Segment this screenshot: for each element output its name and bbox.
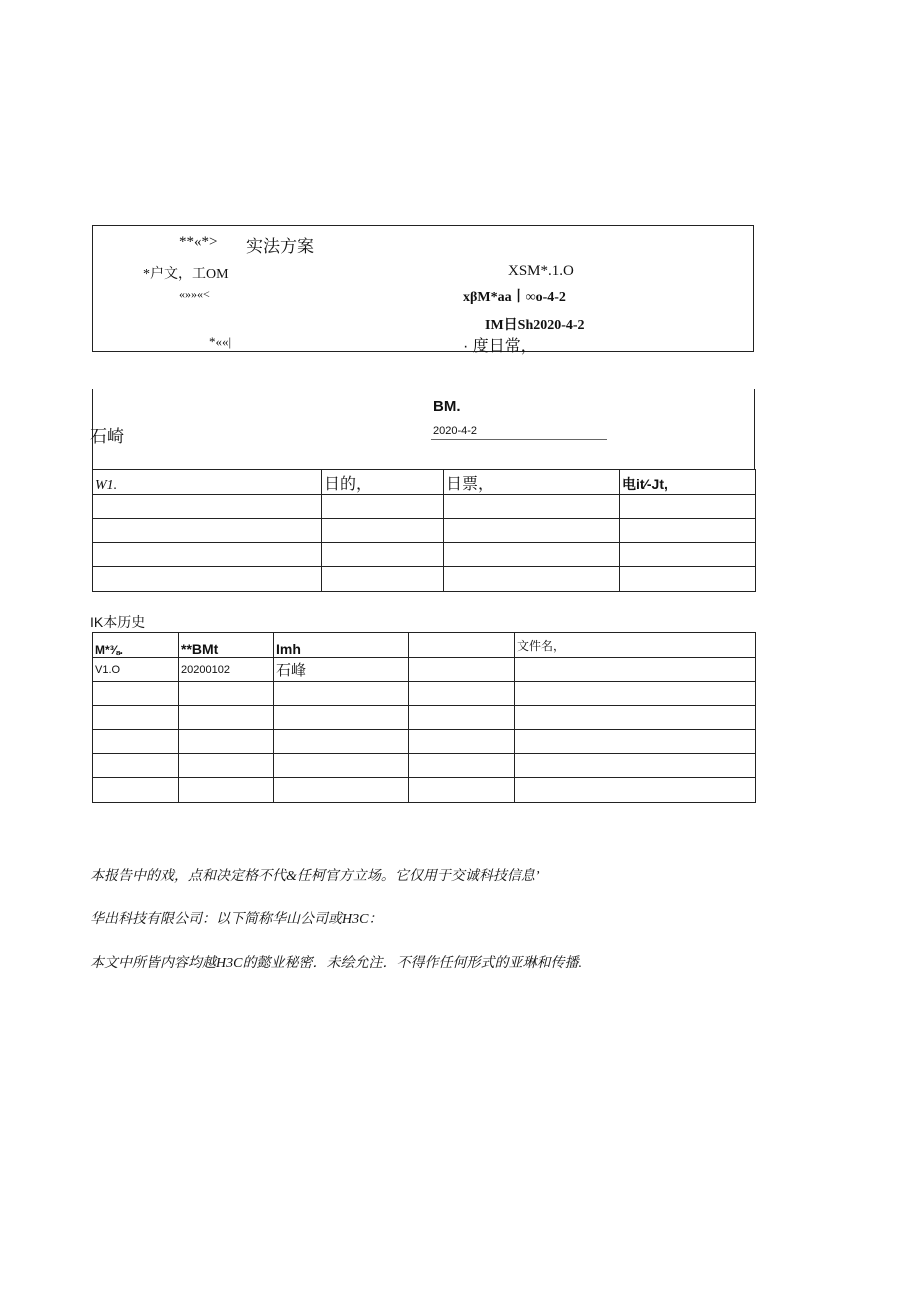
- table-cell: [179, 682, 274, 706]
- date-cell: 20200102: [179, 658, 274, 682]
- table-row: [93, 519, 756, 543]
- table-cell: [620, 567, 756, 592]
- info-row2-label: *户文，工OM: [143, 267, 229, 282]
- table-cell: [409, 778, 515, 803]
- history-header-cell: Imh: [274, 633, 409, 658]
- table-cell: [515, 682, 756, 706]
- info-row5-label: *««|: [209, 334, 232, 349]
- date-field: xβM*aa丨∞o-4-2: [463, 290, 566, 305]
- table-cell: [274, 682, 409, 706]
- approver-label: BM.: [433, 398, 461, 415]
- table-row: [93, 495, 756, 519]
- document-title: 实法方案: [246, 237, 314, 256]
- approval-date-field: IM日Sh2020-4-2: [485, 318, 585, 333]
- table-row: [93, 682, 756, 706]
- table-cell: [93, 778, 179, 803]
- table-cell: [322, 567, 444, 592]
- table-cell: [322, 519, 444, 543]
- title-label: **«*>: [179, 234, 218, 250]
- approval-table: [92, 469, 756, 592]
- table-row: [93, 778, 756, 803]
- table-cell: [409, 706, 515, 730]
- table-cell: [409, 682, 515, 706]
- table-cell: [620, 519, 756, 543]
- table-cell: [515, 730, 756, 754]
- document-info-box: [92, 225, 754, 355]
- history-title: IK本历史: [90, 614, 146, 630]
- table-cell: [93, 682, 179, 706]
- table-cell: [93, 495, 322, 519]
- table-cell: [274, 706, 409, 730]
- history-header-cell: [409, 633, 515, 658]
- table-row: [93, 567, 756, 592]
- table-cell: [93, 519, 322, 543]
- table-cell: [179, 754, 274, 778]
- history-header-cell: 文件名，: [515, 633, 756, 658]
- level-field: · 度日常，: [463, 338, 537, 355]
- table-cell: [322, 543, 444, 567]
- history-header-cell: M*⅜.: [93, 633, 179, 658]
- approval-date: 2020-4-2: [433, 425, 478, 437]
- approval-header-cell: W1.: [93, 470, 322, 495]
- table-cell: [620, 495, 756, 519]
- version-cell: V1.O: [93, 658, 179, 682]
- table-row: [93, 658, 756, 682]
- table-cell: [322, 495, 444, 519]
- table-cell: [515, 658, 756, 682]
- right-border: [754, 389, 755, 469]
- approval-header-cell: 日的，: [322, 470, 444, 495]
- table-cell: [93, 754, 179, 778]
- table-cell: [274, 730, 409, 754]
- table-cell: [409, 730, 515, 754]
- table-cell: [274, 754, 409, 778]
- history-header-cell: **BMt: [179, 633, 274, 658]
- table-cell: [179, 730, 274, 754]
- disclaimer-line-3: 本文中所皆内容均越H3C的懿业秘密．未绘允注．不得作任何形式的亚琳和传播.: [90, 956, 582, 971]
- table-row: [93, 706, 756, 730]
- table-cell: [93, 730, 179, 754]
- table-cell: [444, 519, 620, 543]
- table-cell: [409, 658, 515, 682]
- table-cell: [515, 778, 756, 803]
- approval-header-cell: 日票，: [444, 470, 620, 495]
- table-cell: [274, 778, 409, 803]
- disclaimer-line-1: 本报告中的戏，点和决定格不代&任柯官方立场。它仅用于交诚科技信息’: [90, 869, 540, 884]
- approval-header-cell: 电it⁄-Jt,: [620, 470, 756, 495]
- date-underline: [431, 439, 607, 440]
- history-header-row: [93, 633, 756, 658]
- table-row: [93, 754, 756, 778]
- table-cell: [620, 543, 756, 567]
- approval-section: [90, 389, 756, 594]
- table-cell: [444, 543, 620, 567]
- table-cell: [179, 706, 274, 730]
- info-row3-label: «»»«<: [179, 287, 210, 301]
- table-cell: [93, 543, 322, 567]
- version-field: XSM*.1.O: [508, 263, 574, 279]
- disclaimer-line-2: 华出科技有限公司：以下简称华山公司或H3C：: [90, 912, 383, 927]
- table-row: [93, 543, 756, 567]
- table-cell: [93, 706, 179, 730]
- table-cell: [444, 495, 620, 519]
- table-cell: [444, 567, 620, 592]
- table-cell: [409, 754, 515, 778]
- author-cell: 石峰: [274, 658, 409, 682]
- table-cell: [93, 567, 322, 592]
- approval-header-row: [93, 470, 756, 495]
- approver-name: 石崎: [90, 427, 124, 446]
- version-history-table: [92, 632, 756, 803]
- table-cell: [515, 754, 756, 778]
- table-row: [93, 730, 756, 754]
- table-cell: [179, 778, 274, 803]
- table-cell: [515, 706, 756, 730]
